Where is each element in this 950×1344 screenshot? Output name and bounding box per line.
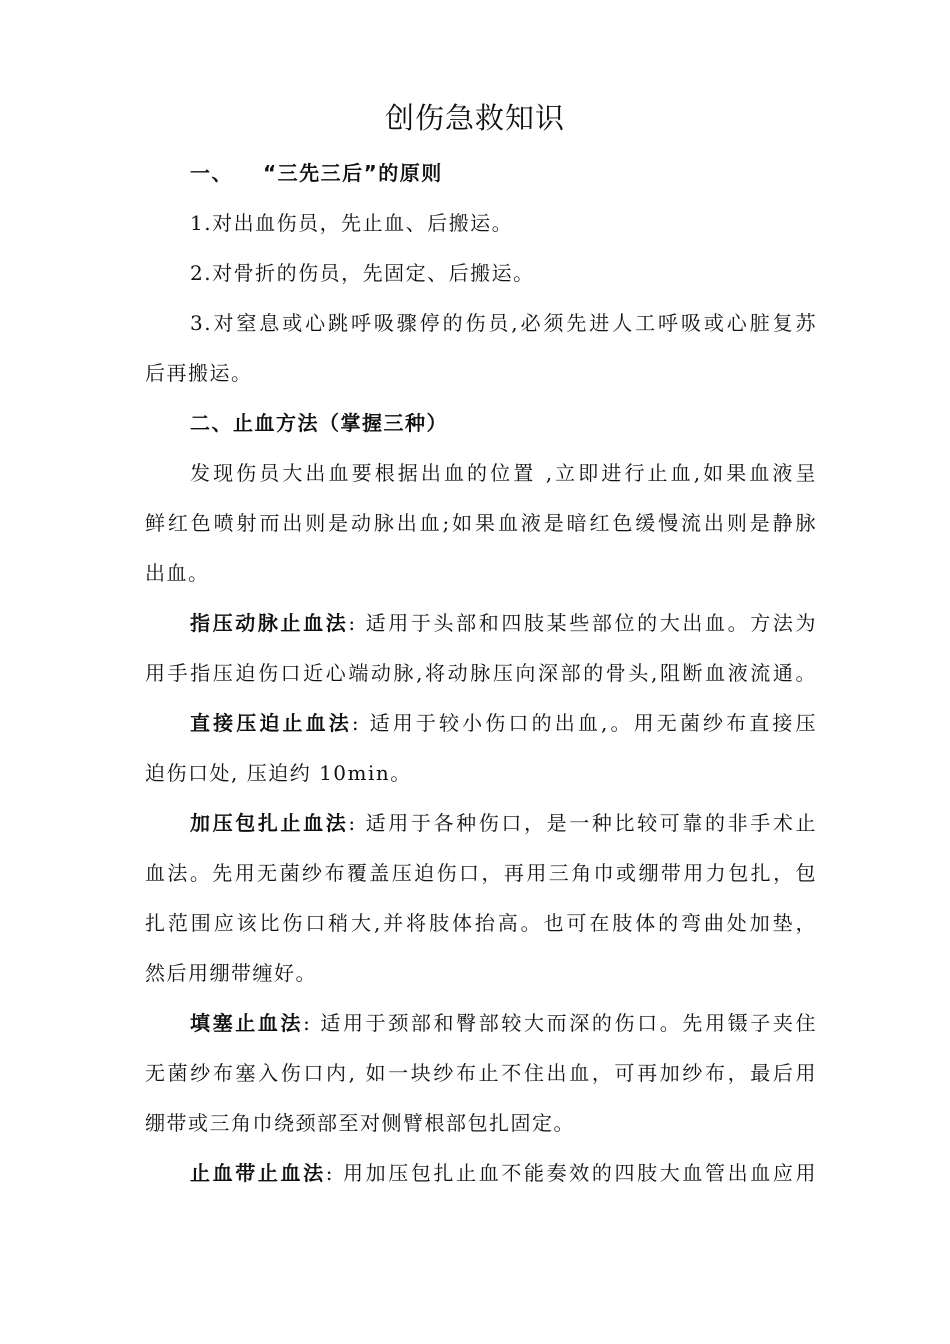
method-4-line-2: 无菌纱布塞入伤口内, 如一块纱布止不住出血，可再加纱布，最后用 [145, 1061, 817, 1085]
method-3-line-3: 扎范围应该比伤口稍大,并将肢体抬高。也可在肢体的弯曲处加垫， [145, 911, 817, 935]
method-3-term: 加压包扎止血法 [190, 811, 349, 835]
method-1-description: : 适用于头部和四肢某些部位的大出血。方法为 [348, 611, 817, 635]
section-1-item-1: 1.对出血伤员，先止血、后搬运。 [190, 211, 514, 235]
method-2-line-2: 迫伤口处, 压迫约 10min。 [145, 761, 412, 785]
method-3-line-1 [145, 798, 817, 848]
method-3-description: : 适用于各种伤口，是一种比较可靠的非手术止 [348, 811, 817, 835]
method-5-term: 止血带止血法 [190, 1161, 326, 1185]
method-4-line-3: 绷带或三角巾绕颈部至对侧臂根部包扎固定。 [145, 1111, 575, 1135]
section-1-heading [145, 148, 817, 198]
section-1-item-3-line-1: 3.对窒息或心跳呼吸骤停的伤员,必须先进人工呼吸或心脏复苏 [190, 311, 817, 335]
method-2-line-1 [145, 698, 817, 748]
method-4-term: 填塞止血法 [190, 1011, 304, 1035]
method-2-description: : 适用于较小伤口的出血,。用无菌纱布直接压 [351, 711, 818, 735]
method-1-term: 指压动脉止血法 [190, 611, 349, 635]
method-5-description: : 用加压包扎止血不能奏效的四肢大血管出血应用 [325, 1161, 817, 1185]
section-1-number: 一、 [190, 161, 233, 185]
document-title: 创伤急救知识 [384, 101, 565, 135]
method-1-line-1 [145, 598, 817, 648]
method-4-line-1 [145, 998, 817, 1048]
document-body [145, 148, 817, 1198]
section-2-heading: 二、止血方法（掌握三种） [190, 411, 448, 435]
section-1-item-2: 2.对骨折的伤员，先固定、后搬运。 [190, 261, 535, 285]
method-5-line-1 [145, 1148, 817, 1198]
section-2-intro-line-3: 出血。 [145, 561, 210, 585]
section-1-item-3-line-2: 后再搬运。 [145, 361, 253, 385]
section-2-intro-line-1: 发现伤员大出血要根据出血的位置 ,立即进行止血,如果血液呈 [190, 461, 817, 485]
method-3-line-2: 血法。先用无菌纱布覆盖压迫伤口，再用三角巾或绷带用力包扎，包 [145, 861, 817, 885]
section-2-intro-line-2: 鲜红色喷射而出则是动脉出血;如果血液是暗红色缓慢流出则是静脉 [145, 511, 817, 535]
section-1-title: “三先三后”的原则 [263, 161, 443, 185]
method-1-line-2: 用手指压迫伤口近心端动脉,将动脉压向深部的骨头,阻断血液流通。 [145, 661, 817, 685]
method-2-term: 直接压迫止血法 [190, 711, 352, 735]
method-3-line-4: 然后用绷带缠好。 [145, 961, 317, 985]
method-4-description: : 适用于颈部和臀部较大而深的伤口。先用镊子夹住 [303, 1011, 817, 1035]
